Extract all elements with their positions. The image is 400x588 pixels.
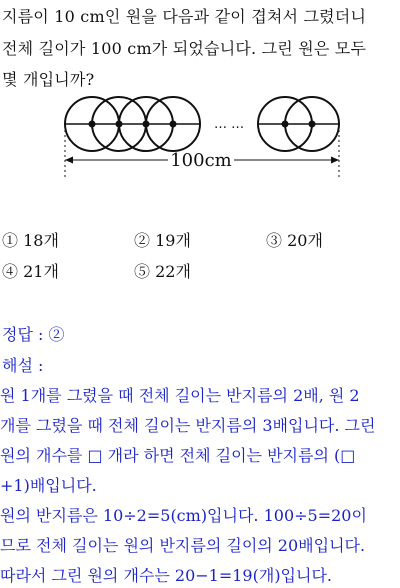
center-dot bbox=[309, 121, 316, 128]
explanation-line-5 bbox=[0, 503, 400, 526]
choice-1[interactable] bbox=[2, 228, 59, 251]
length-label: 100cm bbox=[170, 150, 232, 171]
explanation-text: 개를 그렸을 때 전체 길이는 반지름의 3배입니다. 그린 bbox=[0, 416, 376, 435]
arrowhead-right bbox=[331, 157, 339, 164]
answer-label: 정답 : ② bbox=[2, 325, 65, 344]
choice-text: 22개 bbox=[155, 262, 191, 281]
choice-marker: ② bbox=[134, 231, 151, 250]
center-dot bbox=[143, 121, 150, 128]
explanation-line-2 bbox=[0, 413, 400, 436]
explanation-text: 원의 개수를 □ 개라 하면 전체 길이는 반지름의 (□ bbox=[0, 446, 356, 465]
question-line-1: 지름이 10 cm인 원을 다음과 같이 겹쳐서 그렸더니 bbox=[2, 7, 367, 26]
explanation-line-3 bbox=[0, 443, 400, 466]
explanation-text: +1)배입니다. bbox=[0, 476, 97, 495]
choice-2[interactable] bbox=[134, 228, 191, 251]
overlapping-circles-figure bbox=[58, 90, 348, 186]
explanation-text: 원 1개를 그렸을 때 전체 길이는 반지름의 2배, 원 2 bbox=[0, 386, 360, 405]
question-line-2: 전체 길이가 100 cm가 되었습니다. 그린 원은 모두 bbox=[2, 39, 367, 58]
center-dot bbox=[89, 121, 96, 128]
ellipsis: … … bbox=[214, 117, 245, 132]
choice-marker: ④ bbox=[2, 262, 19, 281]
explanation-line-4 bbox=[0, 473, 400, 496]
center-dot bbox=[170, 121, 177, 128]
choice-3[interactable] bbox=[266, 228, 323, 251]
choice-text: 21개 bbox=[23, 262, 59, 281]
choice-text: 19개 bbox=[155, 231, 191, 250]
choice-text: 20개 bbox=[287, 231, 323, 250]
arrowhead-left bbox=[65, 157, 73, 164]
explanation-line-6 bbox=[0, 533, 400, 556]
explanation-line-7 bbox=[0, 563, 400, 586]
choice-text: 18개 bbox=[23, 231, 59, 250]
explanation-text: 므로 전체 길이는 원의 반지름의 길이의 20배입니다. bbox=[0, 536, 366, 555]
choice-marker: ⑤ bbox=[134, 262, 151, 281]
center-dot bbox=[116, 121, 123, 128]
choice-marker: ③ bbox=[266, 231, 283, 250]
choice-4[interactable] bbox=[2, 259, 59, 282]
center-dot bbox=[282, 121, 289, 128]
explanation-text: 원의 반지름은 10÷2=5(cm)입니다. 100÷5=20이 bbox=[0, 506, 367, 525]
choice-marker: ① bbox=[2, 231, 19, 250]
explanation-label: 해설 : bbox=[2, 356, 44, 375]
question-line-3: 몇 개입니까? bbox=[2, 70, 95, 89]
explanation-line-1 bbox=[0, 383, 400, 406]
explanation-text: 따라서 그린 원의 개수는 20−1=19(개)입니다. bbox=[0, 566, 333, 585]
choice-5[interactable] bbox=[134, 259, 191, 282]
